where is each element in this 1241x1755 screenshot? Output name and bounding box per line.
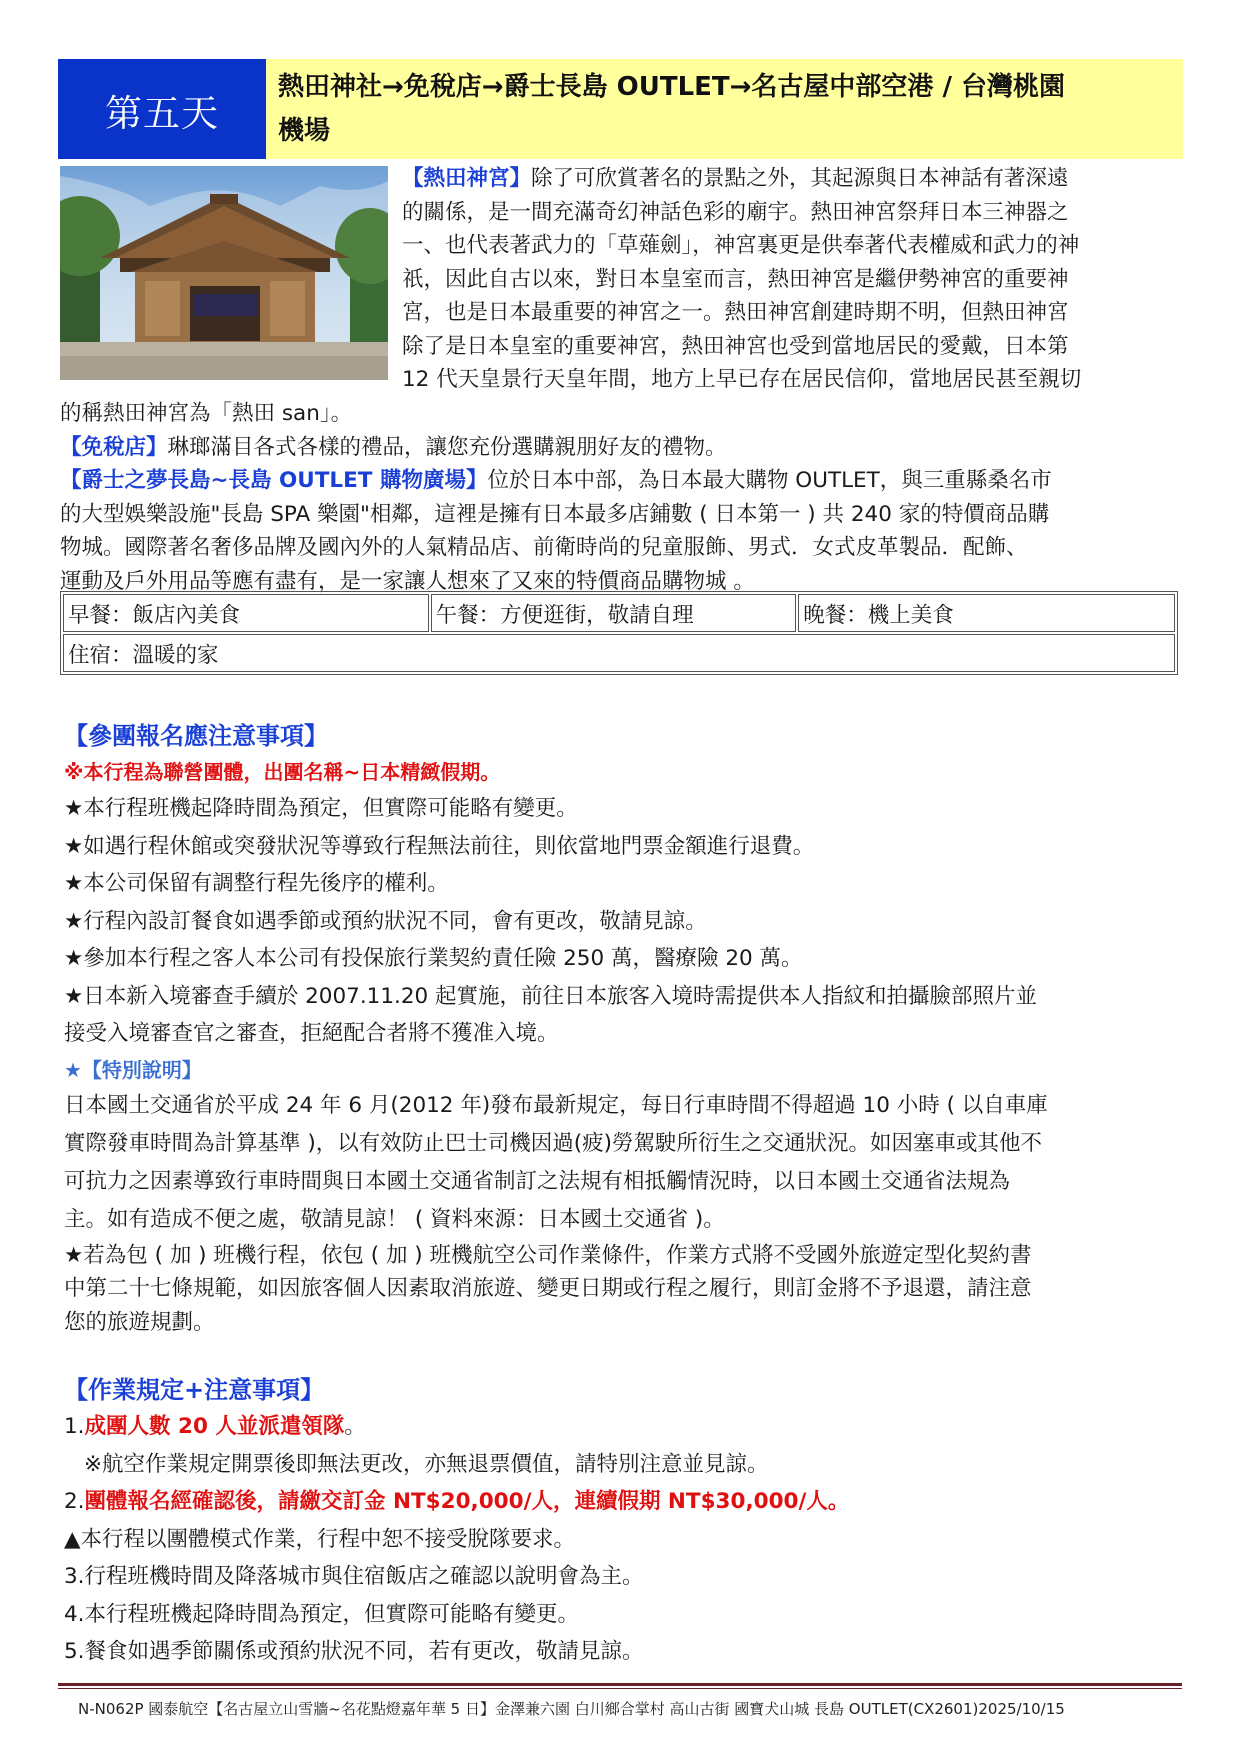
- rule1-number: 1.: [64, 1414, 85, 1439]
- atsuta-line: 除了可欣賞著名的景點之外，其起源與日本神話有著深遠: [531, 166, 1069, 191]
- notice-title: 【參團報名應注意事項】: [64, 722, 328, 750]
- rule4: 4.本行程班機起降時間為預定，但實際可能略有變更。: [64, 1601, 580, 1627]
- rule3: 3.行程班機時間及降落城市與住宿飯店之確認以說明會為主。: [64, 1564, 644, 1589]
- itinerary-title-line1: 熱田神社→免稅店→爵士長島 OUTLET→名古屋中部空港 / 台灣桃園: [278, 72, 1066, 102]
- notice-highlight: ※本行程為聯營團體，出團名稱~日本精緻假期。: [64, 760, 501, 784]
- itinerary-title-bar: [266, 59, 1183, 159]
- lunch-cell: 午餐：方便逛街，敬請自理: [431, 594, 797, 632]
- special-line: 主。如有造成不便之處，敬請見諒！ ( 資料來源：日本國土交通省 )。: [64, 1206, 725, 1232]
- notice-item: ★本行程班機起降時間為預定，但實際可能略有變更。: [64, 796, 578, 821]
- dutyfree-text: 琳瑯滿目各式各樣的禮品，讓您充份選購親朋好友的禮物。: [167, 434, 727, 460]
- notice-item: ★如遇行程休館或突發狀況等導致行程無法前往，則依當地門票金額進行退費。: [64, 833, 815, 859]
- day-label: 第五天: [105, 92, 219, 135]
- rule-triangle: ▲本行程以團體模式作業，行程中恕不接受脫隊要求。: [64, 1526, 576, 1552]
- atsuta-line: 的關係，是一間充滿奇幻神話色彩的廟宇。熱田神宮祭拜日本三神器之: [402, 199, 1069, 225]
- outlet-line: 位於日本中部，為日本最大購物 OUTLET，與三重縣桑名市: [487, 468, 1052, 493]
- rule1-end: 。: [344, 1414, 366, 1439]
- outlet-line: 運動及戶外用品等應有盡有，是一家讓人想來了又來的特價商品購物城 。: [60, 568, 755, 594]
- rule1-text: 成團人數 20 人並派遣領隊: [84, 1414, 345, 1439]
- atsuta-line: 的稱熱田神宮為「熱田 san」。: [60, 401, 353, 426]
- body-text-block: [60, 397, 1185, 598]
- special-title: ★【特別說明】: [64, 1057, 202, 1082]
- atsuta-line: 除了是日本皇室的重要神宮，熱田神宮也受到當地居民的愛戴，日本第: [402, 333, 1069, 359]
- shrine-photo: [60, 166, 388, 380]
- charter-line: ★若為包 ( 加 ) 班機行程，依包 ( 加 ) 班機航空公司作業條件，作業方式將不受國外旅遊定型化契約書: [64, 1242, 1032, 1268]
- notice-item: ★參加本行程之客人本公司有投保旅行業契約責任險 250 萬，醫療險 20 萬。: [64, 946, 803, 971]
- atsuta-line: 一、也代表著武力的「草薙劍」，神宮裏更是供奉著代表權威和武力的神: [402, 233, 1080, 258]
- breakfast-cell: 早餐：飯店內美食: [63, 594, 429, 632]
- special-line: 實際發車時間為計算基準 )，以有效防止巴士司機因過(疲)勞駕駛所衍生之交通狀況。如因塞車或其他不: [64, 1130, 1043, 1156]
- atsuta-line: 祇，因此自古以來，對日本皇室而言，熱田神宮是繼伊勢神宮的重要神: [402, 266, 1069, 292]
- outlet-label: 【爵士之夢長島~長島 OUTLET 購物廣場】: [60, 468, 488, 493]
- notice-item: ★日本新入境審查手續於 2007.11.20 起實施，前往日本旅客入境時需提供本人指紋和拍攝臉部照片並: [64, 983, 1038, 1009]
- lodging-cell: 住宿：溫暖的家: [63, 634, 1175, 672]
- itinerary-title-line2: 機場: [278, 116, 331, 146]
- rule5: 5.餐食如遇季節關係或預約狀況不同，若有更改，敬請見諒。: [64, 1639, 644, 1664]
- rule2-number: 2.: [64, 1489, 85, 1514]
- atsuta-label: 【熱田神宮】: [402, 166, 532, 191]
- charter-line: 您的旅遊規劃。: [64, 1309, 215, 1335]
- charter-line: 中第二十七條規範，如因旅客個人因素取消旅遊、變更日期或行程之履行，則訂金將不予退還，請注意: [64, 1276, 1032, 1301]
- rules-title: 【作業規定+注意事項】: [64, 1376, 325, 1404]
- dinner-cell: 晚餐：機上美食: [798, 594, 1175, 632]
- notice-item: 接受入境審查官之審查，拒絕配合者將不獲准入境。: [64, 1021, 559, 1046]
- footer-rule-thin: [58, 1688, 1182, 1689]
- rule1-note: ※航空作業規定開票後即無法更改，亦無退票價值，請特別注意並見諒。: [84, 1451, 769, 1477]
- dutyfree-label: 【免稅店】: [60, 434, 168, 460]
- atsuta-line: 宮，也是日本最重要的神宮之一。熱田神宮創建時期不明，但熱田神宮: [402, 300, 1069, 325]
- atsuta-line: 12 代天皇景行天皇年間，地方上早已存在居民信仰，當地居民甚至親切: [402, 367, 1082, 392]
- special-line: 日本國土交通省於平成 24 年 6 月(2012 年)發布最新規定，每日行車時間不得超過 10 小時 ( 以自車庫: [64, 1092, 1048, 1118]
- atsuta-paragraph: [402, 162, 1192, 397]
- notice-item: ★本公司保留有調整行程先後序的權利。: [64, 871, 449, 896]
- special-line: 可抗力之因素導致行車時間與日本國土交通省制訂之法規有相抵觸情況時，以日本國土交通省法規為: [64, 1168, 1011, 1194]
- shrine-photo-icon: [60, 166, 388, 380]
- outlet-line: 物城。國際著名奢侈品牌及國內外的人氣精品店、前衛時尚的兒童服飾、男式．女式皮革製品．配飾、: [60, 535, 1028, 560]
- outlet-line: 的大型娛樂設施"長島 SPA 樂園"相鄰，這裡是擁有日本最多店鋪數 ( 日本第一 ) 共 240 家的特價商品購: [60, 501, 1050, 527]
- footer-rule: [58, 1683, 1182, 1686]
- day-badge: [58, 59, 266, 159]
- notice-item: ★行程內設訂餐食如遇季節或預約狀況不同，會有更改，敬請見諒。: [64, 908, 707, 934]
- meal-table: [60, 591, 1178, 675]
- rules-section: [64, 1372, 1184, 1671]
- rule2-text: 團體報名經確認後，請繳交訂金 NT$20,000/人，連續假期 NT$30,000/人。: [84, 1489, 850, 1514]
- notice-section: [64, 718, 1184, 1339]
- footer-text: N-N062P 國泰航空【名古屋立山雪牆~名花點燈嘉年華 5 日】金澤兼六園 白川鄉合掌村 高山古街 國寶犬山城 長島 OUTLET(CX2601)2025/10/15: [78, 1700, 1065, 1718]
